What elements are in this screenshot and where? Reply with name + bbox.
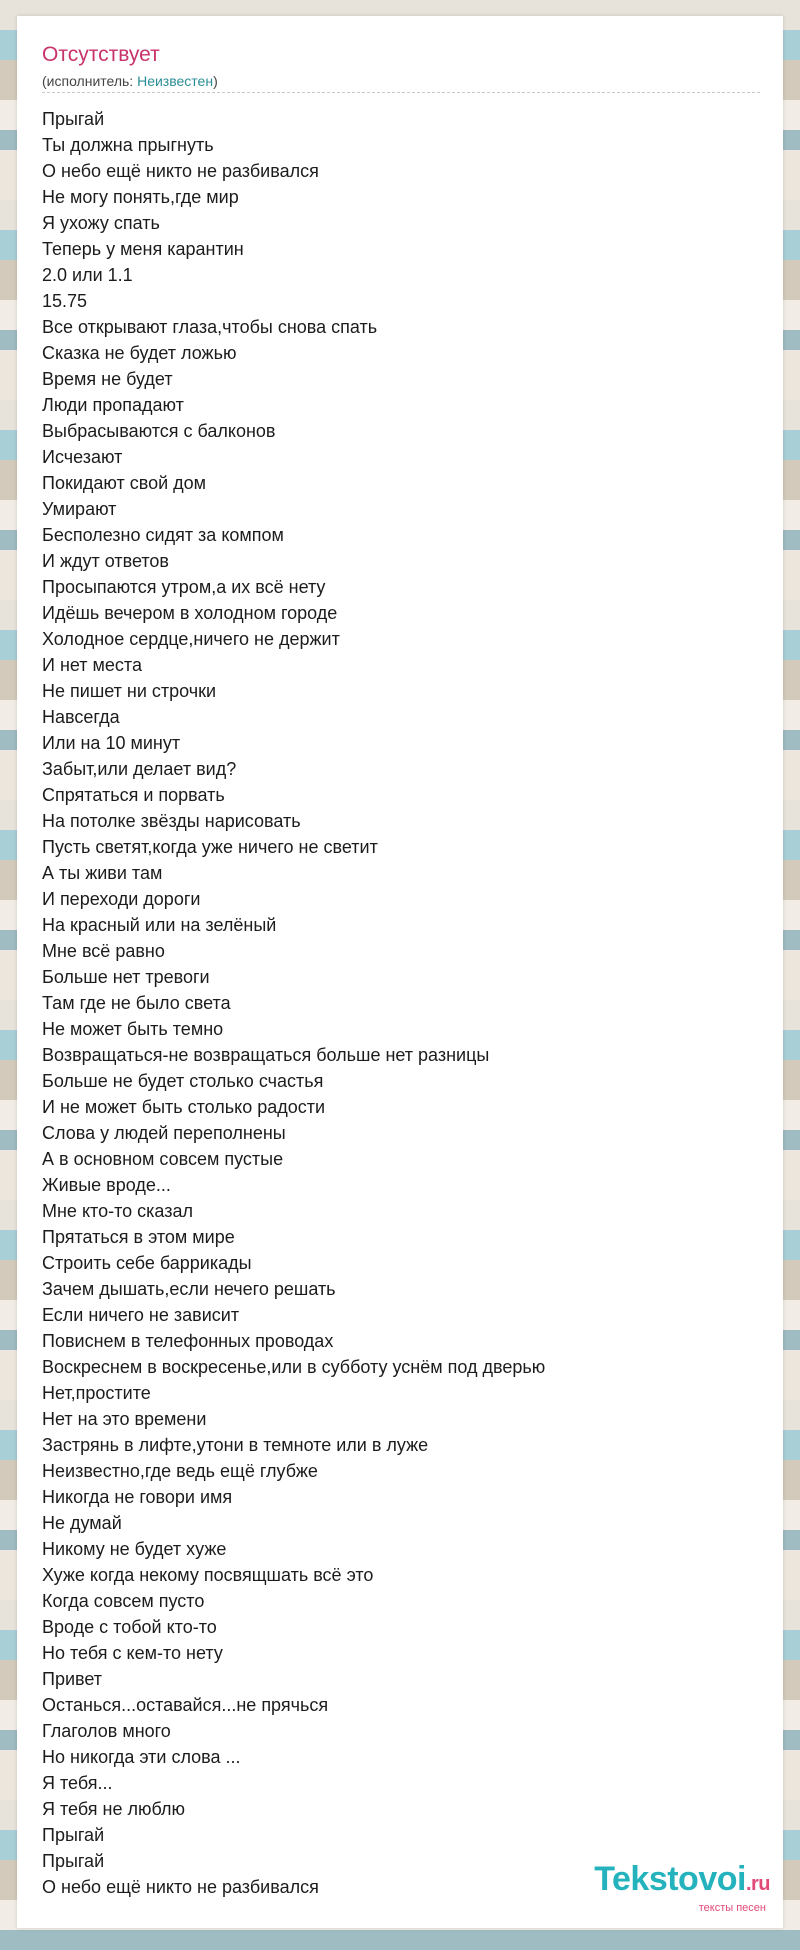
lyric-line: Там где не было света (42, 993, 231, 1013)
lyric-line: Возвращаться-не возвращаться больше нет разницы (42, 1045, 490, 1065)
site-logo[interactable] (594, 1861, 770, 1914)
lyric-line: Навсегда (42, 707, 120, 727)
logo-tld: .ru (745, 1873, 770, 1895)
lyric-line: Не думай (42, 1513, 122, 1533)
lyric-line: Слова у людей переполнены (42, 1123, 286, 1143)
lyric-line: Больше не будет столько счастья (42, 1071, 324, 1091)
lyric-line: Я тебя... (42, 1773, 113, 1793)
lyric-line: Я тебя не люблю (42, 1799, 185, 1819)
lyric-line: Исчезают (42, 447, 123, 467)
lyric-line: Нет на это времени (42, 1409, 207, 1429)
artist-byline (42, 72, 218, 90)
lyric-line: Теперь у меня карантин (42, 239, 244, 259)
lyric-line: Время не будет (42, 369, 173, 389)
lyric-line: И ждут ответов (42, 551, 169, 571)
logo-tagline: тексты песен (698, 1902, 766, 1914)
lyric-line: Покидают свой дом (42, 473, 207, 493)
lyrics-text (42, 106, 545, 1900)
lyric-line: Привет (42, 1669, 103, 1689)
lyric-line: Останься...оставайся...не прячься (42, 1695, 329, 1715)
lyric-line: Повиснем в телефонных проводах (42, 1331, 334, 1351)
song-title: Отсутствует (42, 43, 160, 66)
lyric-line: Идёшь вечером в холодном городе (42, 603, 338, 623)
lyrics-card (17, 16, 783, 1928)
lyric-line: Холодное сердце,ничего не держит (42, 629, 340, 649)
lyric-line: Спрятаться и порвать (42, 785, 225, 805)
lyric-line: Люди пропадают (42, 395, 184, 415)
lyric-line: Строить себе баррикады (42, 1253, 252, 1273)
lyric-line: Неизвестно,где ведь ещё глубже (42, 1461, 318, 1481)
lyric-line: Никогда не говори имя (42, 1487, 233, 1507)
header-divider (42, 92, 760, 93)
lyric-line: Глаголов много (42, 1721, 171, 1741)
lyric-line: 2.0 или 1.1 (42, 265, 133, 285)
lyric-line: Мне кто-то сказал (42, 1201, 193, 1221)
byline-suffix: ) (213, 73, 218, 89)
lyric-line: Не может быть темно (42, 1019, 224, 1039)
lyric-line: Пусть светят,когда уже ничего не светит (42, 837, 378, 857)
lyric-line: Воскреснем в воскресенье,или в субботу уснём под дверью (42, 1357, 546, 1377)
lyric-line: Но никогда эти слова ... (42, 1747, 241, 1767)
lyric-line: Застрянь в лифте,утони в темноте или в луже (42, 1435, 429, 1455)
logo-name: Tekstovoi (594, 1860, 746, 1898)
lyric-line: Или на 10 минут (42, 733, 181, 753)
lyric-line: А ты живи там (42, 863, 163, 883)
lyric-line: Бесполезно сидят за компом (42, 525, 284, 545)
lyric-line: Не могу понять,где мир (42, 187, 239, 207)
lyric-line: Когда совсем пусто (42, 1591, 205, 1611)
lyric-line: Прыгай (42, 1825, 105, 1845)
lyric-line: Хуже когда некому посвящшать всё это (42, 1565, 374, 1585)
lyric-line: Не пишет ни строчки (42, 681, 217, 701)
lyric-line: И нет места (42, 655, 142, 675)
lyric-line: Зачем дышать,если нечего решать (42, 1279, 336, 1299)
lyric-line: Но тебя с кем-то нету (42, 1643, 223, 1663)
lyric-line: Я ухожу спать (42, 213, 160, 233)
lyric-line: Больше нет тревоги (42, 967, 210, 987)
artist-link[interactable]: Неизвестен (137, 73, 214, 89)
lyric-line: Живые вроде... (42, 1175, 171, 1195)
lyric-line: Нет,простите (42, 1383, 151, 1403)
lyric-line: Выбрасываются с балконов (42, 421, 276, 441)
lyric-line: Никому не будет хуже (42, 1539, 227, 1559)
lyric-line: 15.75 (42, 291, 88, 311)
lyric-line: Забыт,или делает вид? (42, 759, 237, 779)
lyric-line: Мне всё равно (42, 941, 165, 961)
lyric-line: И переходи дороги (42, 889, 201, 909)
logo-wordmark (594, 1861, 770, 1902)
lyric-line: На красный или на зелёный (42, 915, 277, 935)
lyric-line: Вроде с тобой кто-то (42, 1617, 217, 1637)
lyric-line: Прыгай (42, 109, 105, 129)
byline-prefix: (исполнитель: (42, 73, 138, 89)
lyric-line: Умирают (42, 499, 117, 519)
lyric-line: Если ничего не зависит (42, 1305, 240, 1325)
lyric-line: Просыпаются утром,а их всё нету (42, 577, 326, 597)
lyric-line: Сказка не будет ложью (42, 343, 237, 363)
lyric-line: А в основном совсем пустые (42, 1149, 284, 1169)
lyric-line: Прятаться в этом мире (42, 1227, 235, 1247)
lyric-line: Все открывают глаза,чтобы снова спать (42, 317, 378, 337)
lyric-line: Ты должна прыгнуть (42, 135, 214, 155)
lyric-line: И не может быть столько радости (42, 1097, 326, 1117)
lyric-line: Прыгай (42, 1851, 105, 1871)
lyric-line: О небо ещё никто не разбивался (42, 161, 319, 181)
lyric-line: На потолке звёзды нарисовать (42, 811, 301, 831)
lyric-line: О небо ещё никто не разбивался (42, 1877, 319, 1897)
